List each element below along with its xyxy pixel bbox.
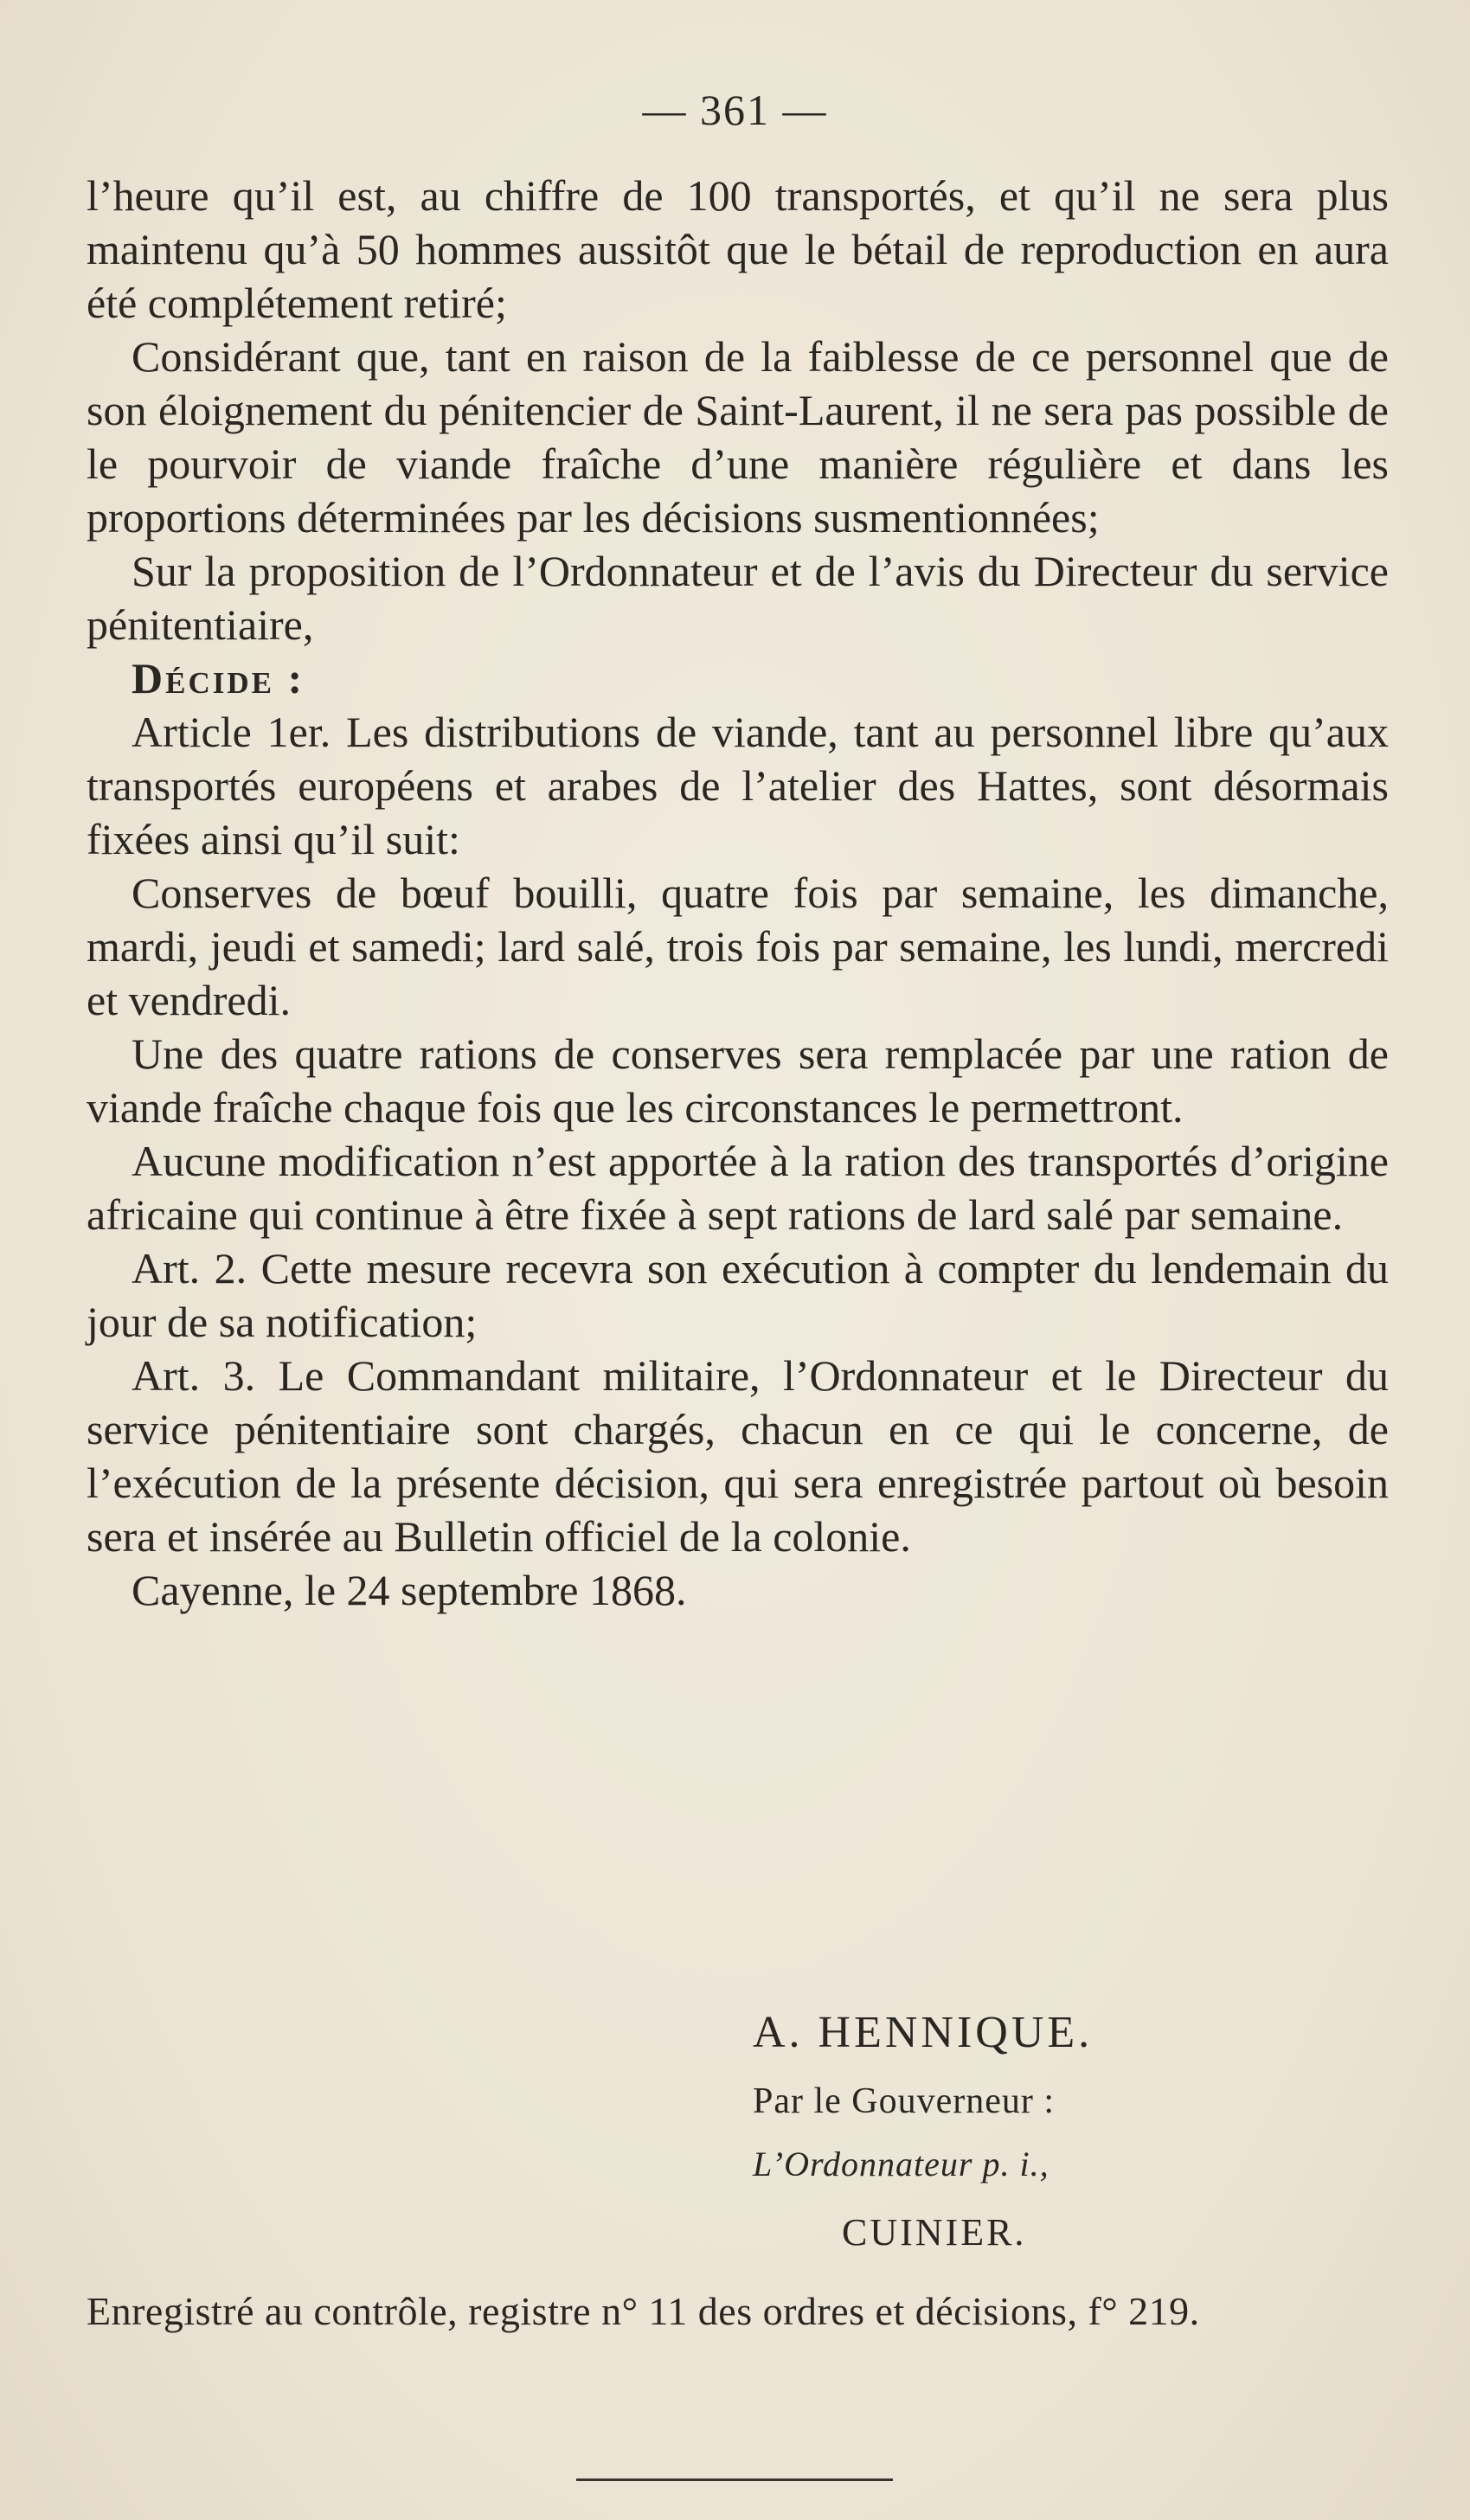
paragraph: Art. 3. Le Commandant militaire, l’Ordonnateur et le Directeur du service pénitentiaire sont chargés, chacun en ce qui le concerne, de l’exécution de la présente décision, qui sera enregistrée partout où besoin sera et insérée au Bulletin officiel de la colonie.	[87, 1351, 1389, 1561]
paragraph: l’heure qu’il est, au chiffre de 100 transportés, et qu’il ne sera plus maintenu qu’à 50 hommes aussitôt que le bétail de reproduction en aura été complétement retiré;	[87, 171, 1389, 327]
paragraph: Aucune modification n’est apportée à la ration des transportés d’origine africaine qui continue à être fixée à sept rations de lard salé par semaine.	[87, 1137, 1389, 1239]
decide-heading: Décide :	[132, 654, 305, 702]
registry-note: Enregistré au contrôle, registre n° 11 des ordres et décisions, f° 219.	[87, 2289, 1200, 2333]
date-line: Cayenne, le 24 septembre 1868.	[132, 1566, 687, 1614]
paragraph: Sur la proposition de l’Ordonnateur et de l’avis du Directeur du service pénitentiaire,	[87, 547, 1389, 649]
countersignature-name: CUINIER.	[842, 2211, 1027, 2254]
signature-role: Par le Gouverneur :	[753, 2081, 1056, 2121]
paragraph: Considérant que, tant en raison de la faiblesse de ce personnel que de son éloignement du pénitencier de Saint-Laurent, il ne sera pas possible de le pourvoir de viande fraîche d’une manière régulière et dans les proportions déterminées par les décisions susmentionnées;	[87, 332, 1389, 542]
body-text	[87, 169, 1389, 1617]
paragraph: Art. 2. Cette mesure recevra son exécution à compter du lendemain du jour de sa notification;	[87, 1244, 1389, 1346]
paragraph: Article 1er. Les distributions de viande, tant au personnel libre qu’aux transportés européens et arabes de l’atelier des Hattes, sont désormais fixées ainsi qu’il suit:	[87, 708, 1389, 863]
paragraph: Une des quatre rations de conserves sera remplacée par une ration de viande fraîche chaque fois que les circonstances le permettront.	[87, 1029, 1389, 1132]
divider-rule	[576, 2478, 893, 2481]
page-number: — 361 —	[642, 86, 828, 134]
paragraph: Conserves de bœuf bouilli, quatre fois par semaine, les dimanche, mardi, jeudi et samedi; lard salé, trois fois par semaine, les lundi, mercredi et vendredi.	[87, 869, 1389, 1024]
signature-subtitle: L’Ordonnateur p. i.,	[753, 2145, 1050, 2183]
signature-name: A. HENNIQUE.	[753, 2008, 1094, 2057]
